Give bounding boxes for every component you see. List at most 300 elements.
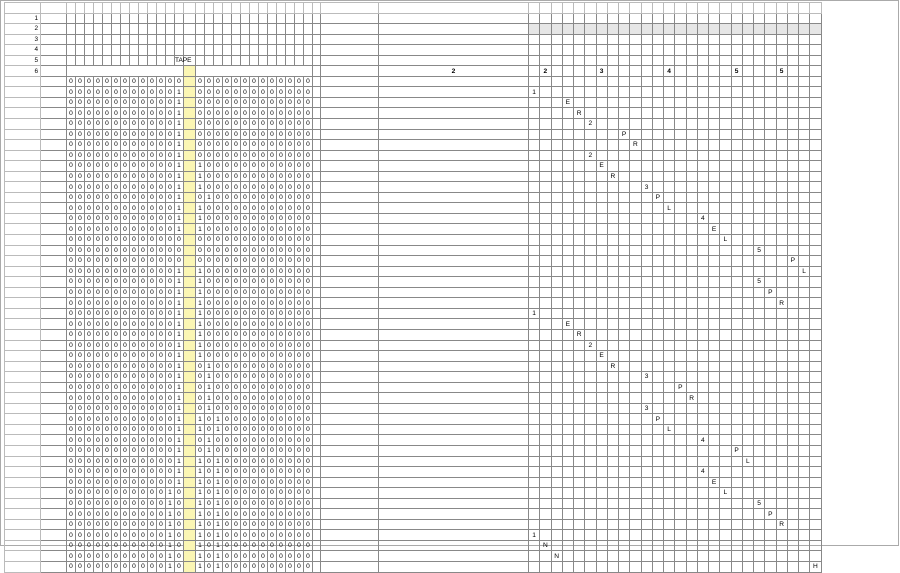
tape-cell[interactable]: 0 (259, 351, 268, 362)
trace-cell[interactable] (787, 329, 798, 340)
trace-cell[interactable] (787, 76, 798, 87)
trace-header-cell[interactable] (765, 66, 776, 77)
trace-mark[interactable]: R (607, 361, 618, 372)
tape-cell[interactable]: 0 (286, 340, 295, 351)
trace-cell[interactable] (529, 477, 540, 488)
sheet-cell[interactable] (313, 24, 321, 35)
instruction-cell[interactable] (675, 24, 686, 35)
tape-cell[interactable]: 0 (103, 477, 112, 488)
tape-cell[interactable]: 0 (67, 551, 76, 562)
tape-cell[interactable]: 0 (232, 140, 241, 151)
tape-cell[interactable]: 0 (166, 308, 175, 319)
trace-cell[interactable] (675, 530, 686, 541)
tape-cell[interactable]: 0 (103, 87, 112, 98)
tape-cell[interactable]: 0 (277, 319, 286, 330)
tape-cell[interactable]: 0 (76, 329, 85, 340)
instruction-cell[interactable] (664, 13, 675, 24)
tape-cell[interactable]: 0 (94, 287, 103, 298)
trace-cell[interactable] (574, 298, 585, 309)
tape-cell[interactable]: 0 (268, 76, 277, 87)
trace-cell[interactable] (664, 245, 675, 256)
sheet-cell[interactable] (313, 530, 321, 541)
trace-cell[interactable] (675, 319, 686, 330)
trace-cell[interactable] (630, 108, 641, 119)
trace-cell[interactable] (596, 435, 607, 446)
tape-cell[interactable]: 0 (295, 108, 304, 119)
tape-cell[interactable]: 0 (214, 140, 223, 151)
current-inst-cell[interactable] (379, 329, 529, 340)
trace-cell[interactable] (675, 245, 686, 256)
sheet-cell[interactable] (166, 24, 175, 35)
trace-mark[interactable]: E (596, 351, 607, 362)
tape-cell[interactable]: 0 (232, 498, 241, 509)
tape-cell[interactable]: 0 (67, 182, 76, 193)
trace-cell[interactable] (720, 287, 731, 298)
trace-cell[interactable] (585, 445, 596, 456)
trace-header-cell[interactable] (686, 66, 697, 77)
trace-cell[interactable] (585, 213, 596, 224)
trace-cell[interactable] (562, 372, 573, 383)
inst-cell[interactable] (41, 235, 67, 246)
tape-cell[interactable]: 1 (175, 97, 184, 108)
tape-cell[interactable]: 0 (304, 245, 313, 256)
trace-cell[interactable] (664, 509, 675, 520)
trace-cell[interactable] (731, 530, 742, 541)
trace-cell[interactable] (630, 361, 641, 372)
tape-cell[interactable]: 0 (295, 171, 304, 182)
column-header[interactable] (619, 3, 630, 14)
trace-cell[interactable] (596, 308, 607, 319)
tape-cell[interactable]: 0 (286, 361, 295, 372)
trace-cell[interactable] (686, 551, 697, 562)
tape-cell[interactable]: 0 (277, 308, 286, 319)
tape-cell[interactable]: 0 (205, 150, 214, 161)
trace-cell[interactable] (799, 319, 810, 330)
sheet-cell[interactable] (321, 34, 379, 45)
trace-cell[interactable] (686, 119, 697, 130)
head-cell[interactable] (184, 203, 196, 214)
trace-cell[interactable] (720, 119, 731, 130)
tape-cell[interactable]: 0 (139, 203, 148, 214)
tape-cell[interactable]: 0 (148, 161, 157, 172)
trace-cell[interactable] (540, 87, 551, 98)
trace-cell[interactable] (675, 361, 686, 372)
trace-cell[interactable] (551, 561, 562, 572)
trace-cell[interactable] (810, 182, 821, 193)
tape-cell[interactable]: 0 (277, 445, 286, 456)
row-number[interactable] (5, 129, 41, 140)
tape-cell[interactable]: 0 (277, 351, 286, 362)
trace-cell[interactable] (799, 97, 810, 108)
trace-cell[interactable] (720, 213, 731, 224)
tape-cell[interactable]: 0 (139, 308, 148, 319)
trace-mark[interactable]: N (551, 551, 562, 562)
tape-cell[interactable]: 0 (259, 308, 268, 319)
tape-cell[interactable]: 0 (130, 87, 139, 98)
trace-cell[interactable] (596, 235, 607, 246)
trace-cell[interactable] (799, 329, 810, 340)
tape-cell[interactable]: 0 (148, 329, 157, 340)
sheet-cell[interactable] (94, 45, 103, 56)
tape-cell[interactable]: 0 (130, 277, 139, 288)
trace-cell[interactable] (742, 361, 753, 372)
tape-cell[interactable]: 0 (223, 561, 232, 572)
sheet-cell[interactable] (175, 13, 184, 24)
tape-cell[interactable]: 0 (94, 530, 103, 541)
trace-cell[interactable] (776, 150, 787, 161)
trace-cell[interactable] (754, 224, 765, 235)
tape-cell[interactable]: 0 (196, 76, 205, 87)
row-number[interactable] (5, 519, 41, 530)
tape-cell[interactable]: 0 (295, 224, 304, 235)
tape-cell[interactable]: 0 (148, 340, 157, 351)
tape-cell[interactable]: 0 (250, 87, 259, 98)
trace-cell[interactable] (562, 393, 573, 404)
trace-cell[interactable] (585, 108, 596, 119)
trace-cell[interactable] (551, 308, 562, 319)
trace-cell[interactable] (607, 351, 618, 362)
tape-cell[interactable]: 0 (250, 403, 259, 414)
tape-cell[interactable]: 0 (121, 235, 130, 246)
tape-cell[interactable]: 0 (130, 256, 139, 267)
trace-cell[interactable] (686, 87, 697, 98)
next-inst-cell[interactable] (321, 213, 379, 224)
next-inst-cell[interactable] (321, 266, 379, 277)
tape-cell[interactable]: 0 (286, 192, 295, 203)
current-inst-cell[interactable] (379, 424, 529, 435)
trace-cell[interactable] (562, 203, 573, 214)
tape-cell[interactable]: 0 (277, 361, 286, 372)
head-cell[interactable] (184, 140, 196, 151)
trace-cell[interactable] (720, 329, 731, 340)
tape-cell[interactable]: 1 (214, 509, 223, 520)
tape-cell[interactable]: 0 (94, 298, 103, 309)
trace-cell[interactable] (787, 308, 798, 319)
trace-cell[interactable] (540, 477, 551, 488)
trace-cell[interactable] (596, 140, 607, 151)
trace-cell[interactable] (697, 488, 708, 499)
trace-cell[interactable] (596, 403, 607, 414)
trace-cell[interactable] (652, 129, 663, 140)
tape-cell[interactable]: 0 (103, 298, 112, 309)
trace-cell[interactable] (810, 551, 821, 562)
trace-cell[interactable] (731, 140, 742, 151)
tape-cell[interactable]: 0 (241, 129, 250, 140)
row-number[interactable]: 2 (5, 24, 41, 35)
tape-cell[interactable]: 0 (166, 393, 175, 404)
trace-cell[interactable] (697, 445, 708, 456)
tape-cell[interactable]: 0 (286, 161, 295, 172)
sheet-cell[interactable] (157, 45, 166, 56)
trace-mark[interactable]: 5 (754, 245, 765, 256)
tape-cell[interactable]: 0 (121, 129, 130, 140)
trace-cell[interactable] (562, 403, 573, 414)
trace-cell[interactable] (754, 87, 765, 98)
trace-cell[interactable] (810, 203, 821, 214)
tape-cell[interactable]: 0 (85, 97, 94, 108)
tape-cell[interactable]: 0 (232, 192, 241, 203)
tape-cell[interactable]: 0 (166, 361, 175, 372)
tape-cell[interactable]: 0 (103, 424, 112, 435)
sheet-cell[interactable] (94, 55, 103, 66)
instruction-cell[interactable] (709, 45, 720, 56)
current-inst-cell[interactable] (379, 76, 529, 87)
instruction-cell[interactable] (641, 34, 652, 45)
trace-cell[interactable] (776, 403, 787, 414)
tape-cell[interactable]: 0 (259, 382, 268, 393)
tape-cell[interactable]: 0 (223, 551, 232, 562)
row-number[interactable] (5, 308, 41, 319)
trace-cell[interactable] (540, 266, 551, 277)
trace-cell[interactable] (619, 403, 630, 414)
trace-cell[interactable] (630, 477, 641, 488)
tape-cell[interactable]: 0 (67, 488, 76, 499)
sheet-cell[interactable] (268, 55, 277, 66)
trace-cell[interactable] (776, 361, 787, 372)
trace-cell[interactable] (697, 551, 708, 562)
trace-cell[interactable] (709, 329, 720, 340)
tape-cell[interactable]: 0 (223, 445, 232, 456)
tape-cell[interactable]: 0 (148, 445, 157, 456)
tape-cell[interactable]: 0 (196, 87, 205, 98)
trace-cell[interactable] (652, 403, 663, 414)
tape-cell[interactable]: 0 (250, 393, 259, 404)
tape-cell[interactable]: 0 (76, 140, 85, 151)
trace-cell[interactable] (799, 203, 810, 214)
tape-cell[interactable]: 0 (295, 256, 304, 267)
trace-cell[interactable] (562, 488, 573, 499)
trace-cell[interactable] (607, 245, 618, 256)
tape-cell[interactable]: 0 (268, 498, 277, 509)
trace-cell[interactable] (529, 435, 540, 446)
trace-cell[interactable] (754, 150, 765, 161)
trace-cell[interactable] (562, 76, 573, 87)
tape-cell[interactable]: 0 (241, 488, 250, 499)
trace-cell[interactable] (787, 277, 798, 288)
tape-cell[interactable]: 0 (121, 277, 130, 288)
instruction-cell[interactable] (810, 24, 821, 35)
tape-cell[interactable]: 0 (67, 456, 76, 467)
tape-cell[interactable]: 0 (148, 213, 157, 224)
sheet-cell[interactable] (196, 13, 205, 24)
tape-cell[interactable]: 0 (121, 424, 130, 435)
sheet-cell[interactable] (196, 34, 205, 45)
column-header[interactable] (286, 3, 295, 14)
trace-cell[interactable] (742, 382, 753, 393)
trace-cell[interactable] (720, 530, 731, 541)
column-header[interactable] (607, 3, 618, 14)
trace-cell[interactable] (799, 540, 810, 551)
tape-cell[interactable]: 0 (223, 393, 232, 404)
head-cell[interactable] (184, 266, 196, 277)
instruction-cell[interactable] (585, 13, 596, 24)
trace-cell[interactable] (540, 308, 551, 319)
tape-cell[interactable]: 0 (205, 224, 214, 235)
trace-cell[interactable] (585, 76, 596, 87)
tape-cell[interactable]: 0 (94, 235, 103, 246)
tape-cell[interactable]: 0 (76, 403, 85, 414)
tape-cell[interactable]: 0 (103, 540, 112, 551)
tape-cell[interactable]: 0 (148, 235, 157, 246)
tape-cell[interactable]: 0 (268, 351, 277, 362)
sheet-cell[interactable] (313, 319, 321, 330)
instruction-cell[interactable] (765, 55, 776, 66)
trace-cell[interactable] (529, 150, 540, 161)
tape-cell[interactable]: 0 (277, 87, 286, 98)
sheet-cell[interactable] (313, 66, 321, 77)
tape-cell[interactable]: 0 (259, 87, 268, 98)
tape-cell[interactable]: 0 (76, 351, 85, 362)
tape-cell[interactable]: 0 (157, 424, 166, 435)
sheet-cell[interactable] (76, 34, 85, 45)
tape-cell[interactable]: 0 (85, 87, 94, 98)
trace-cell[interactable] (664, 87, 675, 98)
head-cell[interactable] (184, 161, 196, 172)
column-header[interactable] (85, 3, 94, 14)
row-number[interactable] (5, 108, 41, 119)
tape-cell[interactable]: 0 (295, 477, 304, 488)
trace-cell[interactable] (675, 393, 686, 404)
trace-cell[interactable] (709, 76, 720, 87)
trace-cell[interactable] (574, 424, 585, 435)
next-inst-cell[interactable] (321, 414, 379, 425)
trace-cell[interactable] (776, 245, 787, 256)
instruction-cell[interactable] (776, 45, 787, 56)
tape-cell[interactable]: 0 (103, 266, 112, 277)
sheet-cell[interactable] (214, 45, 223, 56)
trace-cell[interactable] (765, 498, 776, 509)
trace-cell[interactable] (765, 87, 776, 98)
trace-cell[interactable] (664, 161, 675, 172)
row-number[interactable] (5, 287, 41, 298)
trace-cell[interactable] (799, 509, 810, 520)
trace-cell[interactable] (776, 435, 787, 446)
trace-cell[interactable] (641, 551, 652, 562)
tape-cell[interactable]: 0 (85, 351, 94, 362)
row-number[interactable] (5, 467, 41, 478)
sheet-cell[interactable] (76, 55, 85, 66)
instruction-cell[interactable] (607, 45, 618, 56)
sheet-cell[interactable] (259, 24, 268, 35)
row-number[interactable] (5, 551, 41, 562)
current-inst-cell[interactable] (379, 509, 529, 520)
tape-cell[interactable]: 0 (148, 298, 157, 309)
tape-cell[interactable]: 1 (175, 277, 184, 288)
trace-cell[interactable] (776, 477, 787, 488)
instruction-cell[interactable] (675, 34, 686, 45)
column-header[interactable] (139, 3, 148, 14)
tape-cell[interactable]: 0 (166, 403, 175, 414)
current-inst-cell[interactable] (379, 140, 529, 151)
tape-cell[interactable]: 0 (121, 361, 130, 372)
tape-cell[interactable]: 0 (157, 540, 166, 551)
trace-cell[interactable] (574, 509, 585, 520)
trace-cell[interactable] (641, 140, 652, 151)
tape-cell[interactable]: 0 (304, 351, 313, 362)
sheet-cell[interactable] (304, 13, 313, 24)
sheet-cell[interactable] (313, 351, 321, 362)
tape-cell[interactable]: 0 (250, 129, 259, 140)
tape-cell[interactable]: 0 (223, 351, 232, 362)
trace-cell[interactable] (619, 171, 630, 182)
tape-cell[interactable]: 0 (139, 351, 148, 362)
tape-cell[interactable]: 0 (130, 372, 139, 383)
tape-cell[interactable]: 0 (205, 171, 214, 182)
tape-cell[interactable]: 0 (259, 108, 268, 119)
trace-cell[interactable] (697, 329, 708, 340)
inst-cell[interactable] (41, 372, 67, 383)
trace-cell[interactable] (787, 424, 798, 435)
tape-cell[interactable]: 0 (139, 414, 148, 425)
trace-cell[interactable] (697, 161, 708, 172)
sheet-cell[interactable] (184, 24, 196, 35)
instruction-cell[interactable] (720, 55, 731, 66)
tape-cell[interactable]: 0 (76, 87, 85, 98)
tape-cell[interactable]: 0 (103, 414, 112, 425)
trace-cell[interactable] (765, 308, 776, 319)
tape-cell[interactable]: 0 (121, 561, 130, 572)
trace-cell[interactable] (810, 372, 821, 383)
trace-cell[interactable] (540, 488, 551, 499)
tape-cell[interactable]: 1 (196, 340, 205, 351)
trace-cell[interactable] (641, 382, 652, 393)
tape-cell[interactable]: 0 (295, 97, 304, 108)
trace-cell[interactable] (596, 551, 607, 562)
trace-cell[interactable] (742, 119, 753, 130)
trace-cell[interactable] (652, 540, 663, 551)
tape-cell[interactable]: 0 (286, 561, 295, 572)
trace-cell[interactable] (585, 477, 596, 488)
sheet-cell[interactable] (157, 34, 166, 45)
trace-cell[interactable] (754, 561, 765, 572)
tape-cell[interactable]: 0 (148, 266, 157, 277)
sheet-cell[interactable] (295, 55, 304, 66)
trace-cell[interactable] (596, 329, 607, 340)
sheet-cell[interactable] (313, 129, 321, 140)
tape-cell[interactable]: 0 (67, 161, 76, 172)
trace-cell[interactable] (709, 372, 720, 383)
row-number[interactable] (5, 245, 41, 256)
tape-cell[interactable]: 0 (277, 235, 286, 246)
trace-cell[interactable] (551, 519, 562, 530)
row-number[interactable] (5, 87, 41, 98)
tape-cell[interactable]: 1 (175, 319, 184, 330)
sheet-cell[interactable] (157, 13, 166, 24)
trace-cell[interactable] (585, 319, 596, 330)
sheet-cell[interactable] (196, 55, 205, 66)
tape-cell[interactable]: 0 (268, 213, 277, 224)
head-cell[interactable] (184, 150, 196, 161)
tape-cell[interactable]: 0 (196, 235, 205, 246)
trace-cell[interactable] (742, 213, 753, 224)
trace-header-cell[interactable]: 3 (596, 66, 607, 77)
trace-cell[interactable] (551, 213, 562, 224)
trace-cell[interactable] (787, 119, 798, 130)
instruction-cell[interactable] (540, 55, 551, 66)
instruction-cell[interactable] (540, 24, 551, 35)
trace-cell[interactable] (607, 182, 618, 193)
trace-cell[interactable] (574, 203, 585, 214)
tape-cell[interactable]: 0 (67, 119, 76, 130)
tape-cell[interactable]: 0 (286, 530, 295, 541)
tape-cell[interactable]: 0 (157, 551, 166, 562)
tape-cell[interactable]: 0 (214, 329, 223, 340)
sheet-cell[interactable] (277, 13, 286, 24)
trace-cell[interactable] (641, 393, 652, 404)
tape-cell[interactable]: 0 (148, 509, 157, 520)
tape-cell[interactable]: 0 (223, 129, 232, 140)
trace-cell[interactable] (731, 235, 742, 246)
